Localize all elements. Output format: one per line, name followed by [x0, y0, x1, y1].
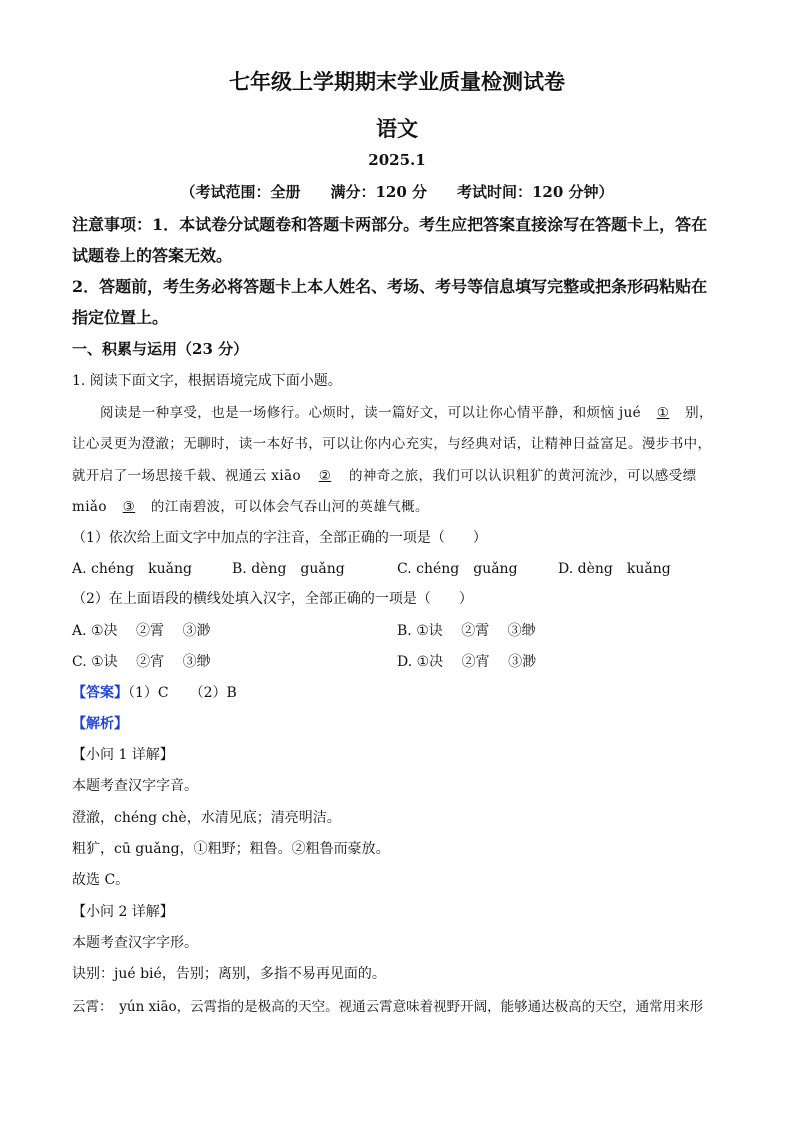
- analysis-line: [72, 713, 128, 733]
- detail-1-line: 本题考查汉字字音。: [72, 778, 198, 794]
- detail-1-line: 粗犷，cū guǎng，①粗野；粗鲁。②粗鲁而豪放。: [72, 841, 390, 857]
- subject-title: 语文: [376, 116, 418, 141]
- answer-line: [72, 682, 237, 702]
- detail-2-line: 诀别：jué bié，告别；离别，多指不易再见面的。: [72, 966, 386, 982]
- detail-1-line: 故选 C。: [72, 872, 130, 888]
- sub1-option-b: B. dèng guǎng: [232, 561, 345, 577]
- detail-2-tag: 【小问 2 详解】: [72, 904, 174, 920]
- passage-line-1: [100, 401, 713, 421]
- blank-1: ①: [656, 405, 670, 421]
- detail-2-line: 本题考查汉字字形。: [72, 935, 198, 951]
- passage-text: 阅读是一种享受，也是一场修行。心烦时，读一篇好文，可以让你心情平静，和烦恼 jué: [100, 405, 642, 421]
- notes-line-2: 试题卷上的答案无效。: [72, 246, 233, 265]
- subquestion-1-stem: （1）依次给上面文字中加点的字注音，全部正确的一项是（ ）: [72, 530, 487, 546]
- section-heading: 一、积累与运用（23 分）: [72, 340, 249, 358]
- passage-line-2: 让心灵更为澄澈；无聊时，读一本好书，可以让你内心充实，与经典对话，让精神日益富足。漫步书中，: [72, 436, 712, 452]
- sub2-option-d: D. ①决 ②宵 ③渺: [397, 654, 537, 670]
- blank-3: ③: [122, 499, 136, 515]
- exam-date: 2025.1: [368, 151, 426, 169]
- sub1-option-d: D. dèng kuǎng: [558, 561, 671, 577]
- answer-text: （1）C （2）B: [128, 685, 237, 701]
- sub1-option-c: C. chéng guǎng: [397, 561, 518, 577]
- blank-2: ②: [318, 468, 332, 484]
- answer-tag: 【答案】: [72, 685, 128, 701]
- exam-title: 七年级上学期期末学业质量检测试卷: [229, 69, 565, 94]
- notes-line-1: 注意事项：1．本试卷分试题卷和答题卡两部分。考生应把答案直接涂写在答题卡上，答在: [72, 215, 708, 234]
- sub2-option-b: B. ①诀 ②霄 ③缈: [397, 623, 536, 639]
- sub1-option-a: A. chéng kuǎng: [72, 561, 192, 577]
- passage-text: 的江南碧波，可以体会气吞山河的英雄气概。: [150, 499, 429, 515]
- notes-line-3: 2．答题前，考生务必将答题卡上本人姓名、考场、考号等信息填写完整或把条形码粘贴在: [72, 277, 708, 296]
- passage-text: 的神奇之旅，我们可以认识粗犷的黄河流沙，可以感受缥: [349, 468, 697, 484]
- sub2-option-a: A. ①决 ②霄 ③渺: [72, 623, 211, 639]
- detail-2-line: 云霄： yún xiāo，云霄指的是极高的天空。视通云霄意味着视野开阔，能够通达极高的天空，通常用来形: [72, 999, 704, 1015]
- passage-line-3: [72, 464, 697, 484]
- passage-text: miǎo: [72, 499, 107, 515]
- detail-1-line: 澄澈，chéng chè，水清见底；清亮明洁。: [72, 810, 341, 826]
- question-1-stem: 1. 阅读下面文字，根据语境完成下面小题。: [72, 373, 342, 389]
- detail-1-tag: 【小问 1 详解】: [72, 747, 174, 763]
- subquestion-2-stem: （2）在上面语段的横线处填入汉字，全部正确的一项是（ ）: [72, 591, 473, 607]
- analysis-tag: 【解析】: [72, 716, 128, 732]
- passage-text: 就开启了一场思接千载、视通云 xiāo: [72, 468, 301, 484]
- passage-line-4: [72, 495, 429, 515]
- exam-info: （考试范围：全册 满分：120 分 考试时间：120 分钟）: [180, 183, 614, 201]
- notes-line-4: 指定位置上。: [72, 308, 169, 327]
- passage-text: 别，: [685, 405, 713, 421]
- sub2-option-c: C. ①诀 ②宵 ③缈: [72, 654, 211, 670]
